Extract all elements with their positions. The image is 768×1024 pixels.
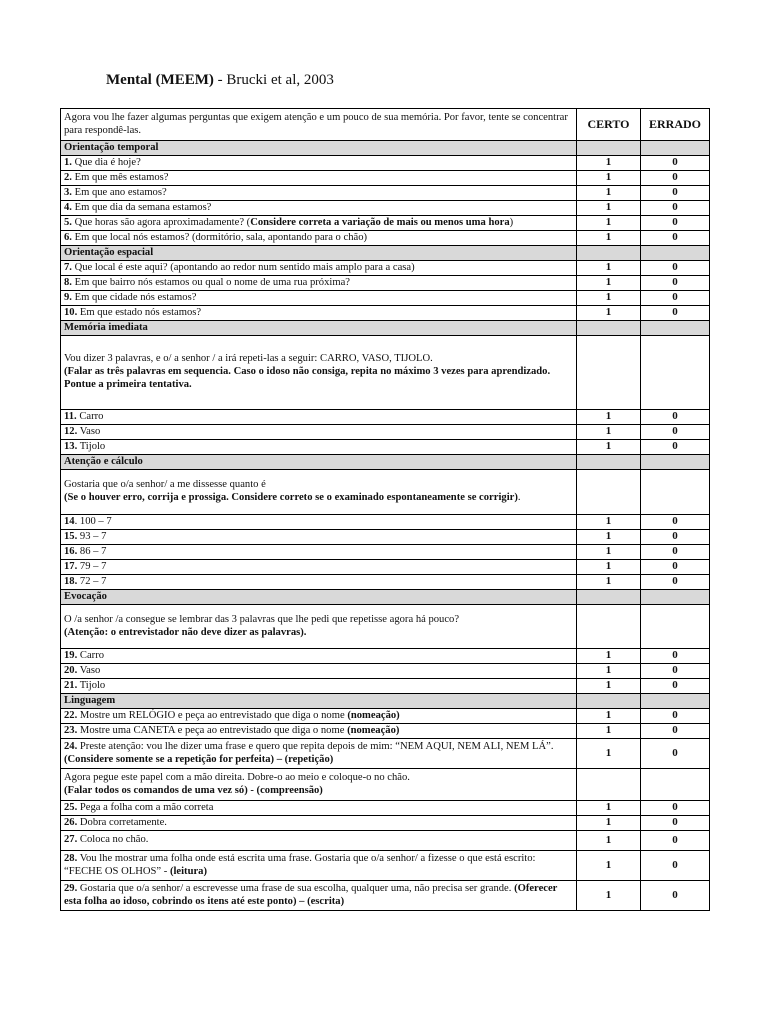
score-errado[interactable]: 0	[641, 156, 710, 171]
item-text: 17. 79 – 7	[61, 560, 577, 575]
score-certo[interactable]: 1	[577, 724, 641, 739]
item-row	[61, 724, 710, 739]
score-errado[interactable]: 0	[641, 545, 710, 560]
item-text: 8. Em que bairro nós estamos ou qual o nome de uma rua próxima?	[61, 276, 577, 291]
score-certo[interactable]: 1	[577, 261, 641, 276]
title-bold: Mental (MEEM)	[106, 72, 214, 88]
score-errado[interactable]: 0	[641, 649, 710, 664]
item-row	[61, 801, 710, 816]
item-row	[61, 410, 710, 425]
item-text: 3. Em que ano estamos?	[61, 186, 577, 201]
linguagem-instruction: Agora pegue este papel com a mão direita. Dobre-o ao meio e coloque-o no chão. (Falar todos os comandos de uma vez só) - (compreensão)	[61, 769, 577, 801]
item-text: 28. Vou lhe mostrar uma folha onde está escrita uma frase. Gostaria que o/a senhor/ a fizesse o que está escrito: “FECHE OS OLHOS” - (leitura)	[61, 851, 577, 881]
item-row	[61, 425, 710, 440]
score-errado[interactable]: 0	[641, 739, 710, 769]
item-row	[61, 739, 710, 769]
score-errado[interactable]: 0	[641, 709, 710, 724]
col-header-certo: CERTO	[577, 109, 641, 141]
item-text: 21. Tijolo	[61, 679, 577, 694]
item-row	[61, 515, 710, 530]
item-text: 11. Carro	[61, 410, 577, 425]
score-errado[interactable]: 0	[641, 440, 710, 455]
header-instruction: Agora vou lhe fazer algumas perguntas que exigem atenção e um pouco de sua memória. Por favor, tente se concentrar para respondê-las.	[61, 109, 577, 141]
section-row	[61, 321, 710, 336]
item-text: 25. Pega a folha com a mão correta	[61, 801, 577, 816]
score-certo[interactable]: 1	[577, 831, 641, 851]
item-text: 7. Que local é este aqui? (apontando ao redor num sentido mais amplo para a casa)	[61, 261, 577, 276]
title-citation: - Brucki et al, 2003	[213, 72, 334, 88]
item-text: 9. Em que cidade nós estamos?	[61, 291, 577, 306]
score-certo[interactable]: 1	[577, 231, 641, 246]
score-errado[interactable]: 0	[641, 171, 710, 186]
score-errado[interactable]: 0	[641, 881, 710, 911]
score-certo[interactable]: 1	[577, 881, 641, 911]
score-certo[interactable]: 1	[577, 709, 641, 724]
item-row	[61, 156, 710, 171]
item-row	[61, 881, 710, 911]
instruction-row	[61, 336, 710, 410]
item-text: 24. Preste atenção: vou lhe dizer uma frase e quero que repita depois de mim: “NEM AQUI, NEM ALI, NEM LÁ”. (Considere somente se a repetição for perfeita) – (repetição)	[61, 739, 577, 769]
item-text: 10. Em que estado nós estamos?	[61, 306, 577, 321]
score-errado[interactable]: 0	[641, 216, 710, 231]
item-text: 18. 72 – 7	[61, 575, 577, 590]
evocacao-instruction: O /a senhor /a consegue se lembrar das 3 palavras que lhe pedi que repetisse agora há pouco? (Atenção: o entrevistador não deve dizer as palavras).	[61, 605, 577, 649]
score-errado[interactable]: 0	[641, 410, 710, 425]
section-title: Orientação temporal	[61, 141, 577, 156]
score-certo[interactable]: 1	[577, 664, 641, 679]
score-errado[interactable]: 0	[641, 201, 710, 216]
score-errado[interactable]: 0	[641, 306, 710, 321]
item-row	[61, 709, 710, 724]
item-row	[61, 545, 710, 560]
score-errado[interactable]: 0	[641, 261, 710, 276]
score-errado[interactable]: 0	[641, 664, 710, 679]
score-errado[interactable]: 0	[641, 575, 710, 590]
item-text: 15. 93 – 7	[61, 530, 577, 545]
item-row	[61, 171, 710, 186]
score-certo[interactable]: 1	[577, 851, 641, 881]
section-row	[61, 590, 710, 605]
instruction-row	[61, 769, 710, 801]
meem-table	[60, 108, 710, 911]
item-row	[61, 649, 710, 664]
item-text: 4. Em que dia da semana estamos?	[61, 201, 577, 216]
score-certo[interactable]: 1	[577, 679, 641, 694]
score-certo[interactable]: 1	[577, 545, 641, 560]
item-text: 6. Em que local nós estamos? (dormitório, sala, apontando para o chão)	[61, 231, 577, 246]
score-errado[interactable]: 0	[641, 530, 710, 545]
score-certo[interactable]: 1	[577, 410, 641, 425]
item-row	[61, 851, 710, 881]
item-row	[61, 560, 710, 575]
score-errado[interactable]: 0	[641, 560, 710, 575]
instruction-row	[61, 470, 710, 515]
score-errado[interactable]: 0	[641, 231, 710, 246]
item-row	[61, 679, 710, 694]
score-certo[interactable]: 1	[577, 530, 641, 545]
score-certo[interactable]: 1	[577, 201, 641, 216]
score-certo[interactable]: 1	[577, 649, 641, 664]
score-certo[interactable]: 1	[577, 276, 641, 291]
item-text: 19. Carro	[61, 649, 577, 664]
item-text: 13. Tijolo	[61, 440, 577, 455]
score-certo[interactable]: 1	[577, 156, 641, 171]
instruction-row	[61, 605, 710, 649]
item-row	[61, 186, 710, 201]
item-row	[61, 261, 710, 276]
item-row	[61, 201, 710, 216]
score-certo[interactable]: 1	[577, 515, 641, 530]
item-row	[61, 530, 710, 545]
item-row	[61, 816, 710, 831]
item-row	[61, 440, 710, 455]
item-text: 22. Mostre um RELÓGIO e peça ao entrevistado que diga o nome (nomeação)	[61, 709, 577, 724]
score-errado[interactable]: 0	[641, 679, 710, 694]
item-text: 16. 86 – 7	[61, 545, 577, 560]
score-errado[interactable]: 0	[641, 186, 710, 201]
score-certo[interactable]: 1	[577, 216, 641, 231]
section-row	[61, 455, 710, 470]
score-certo[interactable]: 1	[577, 425, 641, 440]
score-certo[interactable]: 1	[577, 560, 641, 575]
item-row	[61, 231, 710, 246]
item-row	[61, 276, 710, 291]
score-certo[interactable]: 1	[577, 739, 641, 769]
score-errado[interactable]: 0	[641, 425, 710, 440]
item-row	[61, 664, 710, 679]
item-text: 29. Gostaria que o/a senhor/ a escrevesse uma frase de sua escolha, qualquer uma, não precisa ser grande. (Oferecer esta folha ao idoso, cobrindo os itens até este ponto) – (escrita)	[61, 881, 577, 911]
score-certo[interactable]: 1	[577, 816, 641, 831]
header-row	[61, 109, 710, 141]
section-title: Orientação espacial	[61, 246, 577, 261]
item-text: 12. Vaso	[61, 425, 577, 440]
document-title	[106, 72, 334, 89]
score-certo[interactable]: 1	[577, 291, 641, 306]
score-errado[interactable]: 0	[641, 851, 710, 881]
item-text: 1. Que dia é hoje?	[61, 156, 577, 171]
score-certo[interactable]: 1	[577, 306, 641, 321]
score-errado[interactable]: 0	[641, 276, 710, 291]
item-text: 5. Que horas são agora aproximadamente? (Considere correta a variação de mais ou menos uma hora)	[61, 216, 577, 231]
item-text: 27. Coloca no chão.	[61, 831, 577, 851]
item-row	[61, 575, 710, 590]
section-row	[61, 141, 710, 156]
item-text: 26. Dobra corretamente.	[61, 816, 577, 831]
item-text: 20. Vaso	[61, 664, 577, 679]
score-certo[interactable]: 1	[577, 186, 641, 201]
score-errado[interactable]: 0	[641, 801, 710, 816]
memoria-instruction: Vou dizer 3 palavras, e o/ a senhor / a irá repeti-las a seguir: CARRO, VASO, TIJOLO. (Falar as três palavras em sequencia. Caso o idoso não consiga, repita no máximo 3 vezes para aprendizado. Pontue a primeira tentativa.	[61, 336, 577, 410]
score-certo[interactable]: 1	[577, 171, 641, 186]
score-certo[interactable]: 1	[577, 575, 641, 590]
section-title: Evocação	[61, 590, 577, 605]
score-certo[interactable]: 1	[577, 440, 641, 455]
score-errado[interactable]: 0	[641, 831, 710, 851]
col-header-errado: ERRADO	[641, 109, 710, 141]
section-row	[61, 246, 710, 261]
item-text: 14. 100 – 7	[61, 515, 577, 530]
section-title: Atenção e cálculo	[61, 455, 577, 470]
section-title: Linguagem	[61, 694, 577, 709]
item-row	[61, 216, 710, 231]
item-text: 2. Em que mês estamos?	[61, 171, 577, 186]
section-row	[61, 694, 710, 709]
score-certo[interactable]: 1	[577, 801, 641, 816]
section-title: Memória imediata	[61, 321, 577, 336]
score-errado[interactable]: 0	[641, 515, 710, 530]
score-errado[interactable]: 0	[641, 291, 710, 306]
item-row	[61, 291, 710, 306]
score-errado[interactable]: 0	[641, 724, 710, 739]
item-text: 23. Mostre uma CANETA e peça ao entrevistado que diga o nome (nomeação)	[61, 724, 577, 739]
item-row	[61, 831, 710, 851]
atencao-instruction: Gostaria que o/a senhor/ a me dissesse quanto é (Se o houver erro, corrija e prossiga. Considere correto se o examinado espontaneamente se corrigir).	[61, 470, 577, 515]
item-row	[61, 306, 710, 321]
score-errado[interactable]: 0	[641, 816, 710, 831]
